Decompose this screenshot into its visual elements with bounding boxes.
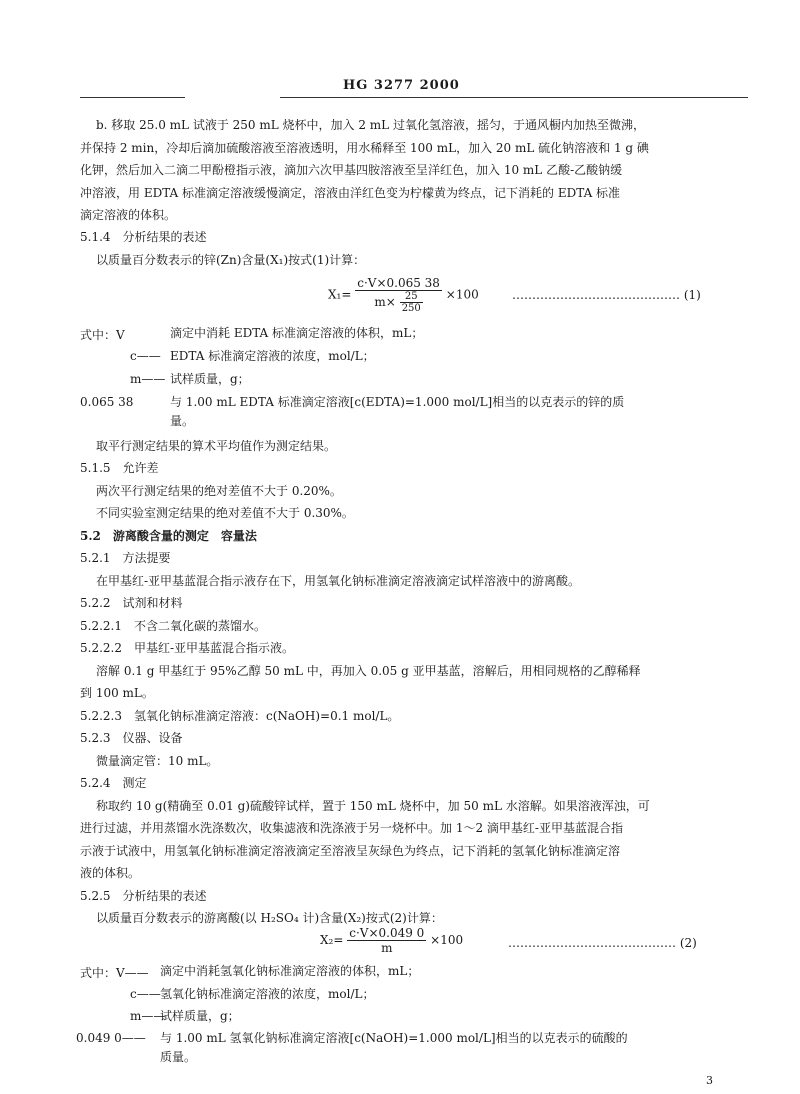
page-number: 3 xyxy=(706,1074,713,1087)
header-rule-left xyxy=(80,97,185,98)
def2-desc-coeff: 与 1.00 mL 氢氧化钠标准滴定溶液[c(NaOH)=1.000 mol/L]相当的以克表示的硫酸的 xyxy=(160,1031,628,1045)
eq1-numerator: c·V×0.065 38 xyxy=(357,276,440,290)
def2-term-v: 式中：V—— xyxy=(80,966,149,980)
section-5-2-4-line-2: 进行过滤，并用蒸馏水洗涤数次，收集滤液和洗涤液于另一烧杯中。加 1～2 滴甲基红-亚甲基蓝混合指 xyxy=(80,821,623,835)
section-5-2-2-1: 5.2.2.1 不含二氧化碳的蒸馏水。 xyxy=(80,619,266,633)
para-b-line-1: b. 移取 25.0 mL 试液于 250 mL 烧杯中，加入 2 mL 过氧化氢溶液，摇匀，于通风橱内加热至微沸， xyxy=(96,118,645,132)
page-header xyxy=(0,78,800,98)
para-b-line-4: 冲溶液，用 EDTA 标准滴定溶液缓慢滴定，溶液由洋红色变为柠檬黄为终点，记下消耗的 EDTA 标准 xyxy=(80,186,621,200)
eq1-number: …………………………………… (1) xyxy=(512,288,701,302)
standard-number: HG 3277 2000 xyxy=(343,78,460,93)
def2-term-coeff: 0.049 0—— xyxy=(76,1031,146,1045)
def2-desc-m: 试样质量，g； xyxy=(160,1009,240,1023)
section-5-2-2-2-line-1: 溶解 0.1 g 甲基红于 95%乙醇 50 mL 中，再加入 0.05 g 亚甲基蓝，溶解后，用相同规格的乙醇稀释 xyxy=(96,664,641,678)
eq1-sub-denominator: 250 xyxy=(401,303,421,314)
para-b-line-3: 化钾，然后加入二滴二甲酚橙指示液，滴加六次甲基四胺溶液至呈洋红色，加入 10 mL 乙酸-乙酸钠缓 xyxy=(80,163,623,177)
eq1-denominator xyxy=(355,291,442,314)
eq2-denominator: m xyxy=(381,941,393,955)
eq1-times: ×100 xyxy=(445,287,479,302)
section-5-2-4-line-4: 液的体积。 xyxy=(80,866,141,880)
eq2-number: …………………………………… (2) xyxy=(508,936,697,950)
section-5-1-5-line-1: 两次平行测定结果的绝对差值不大于 0.20%。 xyxy=(96,484,342,498)
def2-desc-v: 滴定中消耗氢氧化钠标准滴定溶液的体积，mL； xyxy=(160,964,420,978)
section-5-2-2-2-title: 5.2.2.2 甲基红-亚甲基蓝混合指示液。 xyxy=(80,641,295,655)
section-5-1-4-title: 5.1.4 分析结果的表述 xyxy=(80,230,207,244)
section-5-2-1-title: 5.2.1 方法提要 xyxy=(80,551,171,565)
para-b-line-2: 并保持 2 min，冷却后滴加硫酸溶液至溶液透明，用水稀释至 100 mL，加入 20 mL 硫化钠溶液和 1 g 碘 xyxy=(80,141,649,155)
section-5-2-title-text: 5.2 游离酸含量的测定 容量法 xyxy=(80,529,257,543)
def2-term-c: c—— xyxy=(130,987,161,1001)
section-5-2-5-title: 5.2.5 分析结果的表述 xyxy=(80,889,207,903)
section-5-2-2-title: 5.2.2 试剂和材料 xyxy=(80,596,183,610)
eq1-subfraction xyxy=(400,291,423,314)
header-rule-right xyxy=(280,97,748,98)
eq1-den-prefix: m× xyxy=(374,295,396,309)
section-5-2-4-line-3: 示液于试液中，用氢氧化钠标准滴定溶液滴定至溶液呈灰绿色为终点，记下消耗的氢氧化钠标准滴定溶 xyxy=(80,844,621,858)
section-5-2-3-text: 微量滴定管：10 mL。 xyxy=(96,754,219,768)
section-5-2-1-text: 在甲基红-亚甲基蓝混合指示液存在下，用氢氧化钠标准滴定溶液滴定试样溶液中的游离酸。 xyxy=(96,574,581,588)
def1-desc-coeff: 与 1.00 mL EDTA 标准滴定溶液[c(EDTA)=1.000 mol/L]相当的以克表示的锌的质 xyxy=(170,395,625,409)
section-5-1-5-title: 5.1.5 允许差 xyxy=(80,461,159,475)
eq2-numerator: c·V×0.049 0 xyxy=(349,926,425,940)
section-5-2-2-2-line-2: 到 100 mL。 xyxy=(80,686,154,700)
def1-desc-c: EDTA 标准滴定溶液的浓度，mol/L； xyxy=(170,349,375,363)
def1-term-coeff: 0.065 38 xyxy=(80,395,134,409)
section-5-1-4-intro: 以质量百分数表示的锌(Zn)含量(X₁)按式(1)计算： xyxy=(96,253,366,267)
eq2-fraction xyxy=(347,926,426,955)
def1-desc-v: 滴定中消耗 EDTA 标准滴定溶液的体积，mL； xyxy=(170,326,424,340)
section-5-2-3-title: 5.2.3 仪器、设备 xyxy=(80,731,183,745)
section-5-2-5-intro: 以质量百分数表示的游离酸(以 H₂SO₄ 计)含量(X₂)按式(2)计算： xyxy=(96,911,443,925)
def1-term-v: 式中：V xyxy=(80,328,125,342)
def2-term-m: m—— xyxy=(130,1009,166,1023)
def1-desc-coeff-cont: 量。 xyxy=(170,414,195,428)
equation-1 xyxy=(328,276,479,314)
eq1-lhs: X₁= xyxy=(328,287,352,302)
eq2-times: ×100 xyxy=(430,933,464,947)
def1-desc-m: 试样质量，g； xyxy=(170,372,250,386)
eq1-sub-numerator: 25 xyxy=(400,291,423,303)
def1-term-m: m—— xyxy=(130,372,166,386)
def2-desc-coeff-cont: 质量。 xyxy=(160,1050,197,1064)
section-5-2-2-3: 5.2.2.3 氢氧化钠标准滴定溶液：c(NaOH)=0.1 mol/L。 xyxy=(80,709,400,723)
para-b-line-5: 滴定溶液的体积。 xyxy=(80,208,177,222)
section-5-2-title xyxy=(80,529,257,544)
def2-desc-c: 氢氧化钠标准滴定溶液的浓度，mol/L； xyxy=(160,987,375,1001)
eq1-fraction xyxy=(355,276,442,314)
eq2-lhs: X₂= xyxy=(320,933,344,947)
equation-2 xyxy=(320,926,463,955)
def1-term-c: c—— xyxy=(130,349,161,363)
average-result: 取平行测定结果的算术平均值作为测定结果。 xyxy=(96,439,337,453)
section-5-1-5-line-2: 不同实验室测定结果的绝对差值不大于 0.30%。 xyxy=(96,506,354,520)
section-5-2-4-title: 5.2.4 测定 xyxy=(80,776,147,790)
section-5-2-4-line-1: 称取约 10 g(精确至 0.01 g)硫酸锌试样，置于 150 mL 烧杯中，加 50 mL 水溶解。如果溶液浑浊，可 xyxy=(96,799,650,813)
